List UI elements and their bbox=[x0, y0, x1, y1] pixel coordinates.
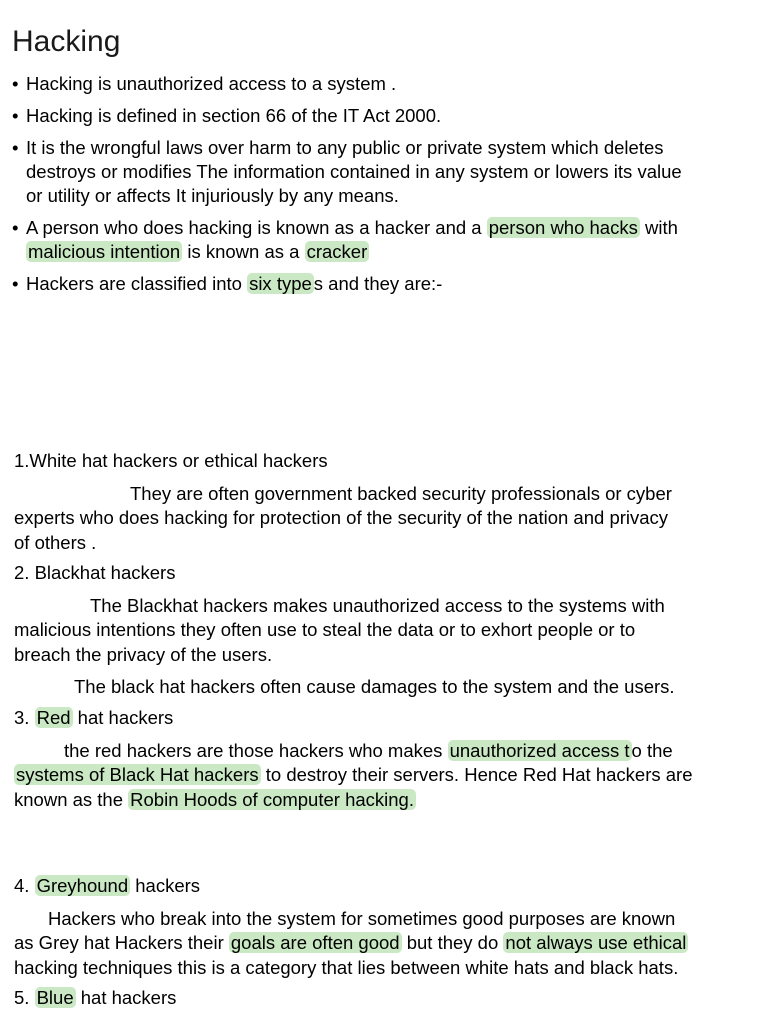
section-heading bbox=[14, 706, 758, 731]
text-segment: breach the privacy of the users. bbox=[14, 643, 273, 665]
text-segment: The Blackhat hackers makes unauthorized access to the systems with bbox=[90, 594, 665, 616]
text-segment: known as the bbox=[14, 788, 129, 810]
bullet-list bbox=[12, 72, 756, 304]
text-segment: Hacking is unauthorized access to a system . bbox=[26, 73, 397, 94]
highlighted-text: Red bbox=[36, 707, 71, 728]
text-segment: experts who does hacking for protection of the security of the nation and privacy bbox=[14, 507, 669, 528]
bullet-item bbox=[12, 272, 756, 296]
text-line bbox=[14, 907, 758, 932]
highlighted-text: Robin Hoods of computer hacking. bbox=[130, 788, 414, 810]
text-segment: 2. Blackhat hackers bbox=[14, 562, 176, 583]
text-line bbox=[14, 788, 758, 813]
bullet-item bbox=[12, 136, 756, 208]
text-line bbox=[14, 739, 758, 764]
highlighted-text: unauthorized access t bbox=[449, 739, 630, 761]
text-segment: hackers bbox=[130, 875, 201, 896]
text-segment: 3. bbox=[14, 707, 35, 728]
text-segment: hacking techniques this is a category that lies between white hats and black hats. bbox=[14, 956, 679, 978]
text-segment: to destroy their servers. Hence Red Hat hackers are bbox=[260, 764, 693, 785]
text-segment: hat hackers bbox=[72, 707, 174, 728]
text-segment: or utility or affects It injuriously by any means. bbox=[26, 185, 399, 206]
text-segment: A person who does hacking is known as a hacker and a bbox=[26, 217, 487, 238]
text-line bbox=[14, 643, 758, 668]
text-segment: of others . bbox=[14, 531, 97, 553]
text-line bbox=[14, 956, 758, 981]
text-line bbox=[14, 482, 758, 507]
text-line bbox=[14, 618, 758, 643]
highlighted-text: malicious intention bbox=[28, 241, 181, 262]
section-heading bbox=[14, 986, 758, 1011]
text-line bbox=[14, 506, 758, 531]
text-segment: It is the wrongful laws over harm to any public or private system which deletes bbox=[26, 137, 664, 158]
text-line bbox=[14, 763, 758, 788]
text-line bbox=[26, 136, 756, 160]
page-title: Hacking bbox=[12, 25, 121, 58]
text-segment: hat hackers bbox=[75, 987, 177, 1008]
section-white-hat bbox=[14, 449, 758, 555]
text-line bbox=[14, 675, 758, 700]
text-segment: The black hat hackers often cause damages to the system and the users. bbox=[74, 676, 675, 697]
text-segment: 5. bbox=[14, 987, 35, 1008]
section-heading bbox=[14, 449, 758, 474]
highlighted-text: Blue bbox=[36, 987, 74, 1008]
highlighted-text: Greyhound bbox=[36, 875, 129, 896]
highlighted-text: person who hacks bbox=[488, 217, 638, 238]
section-heading bbox=[14, 874, 758, 899]
text-line bbox=[26, 104, 756, 128]
text-segment: destroys or modifies The information contained in any system or lowers its value bbox=[26, 161, 682, 182]
highlighted-text: goals are often good bbox=[230, 932, 400, 953]
bullet-item bbox=[12, 216, 756, 264]
text-segment: They are often government backed security professionals or cyber bbox=[130, 482, 672, 504]
highlighted-text: not always use ethical bbox=[505, 932, 687, 953]
paragraph bbox=[14, 594, 758, 668]
text-segment: with bbox=[639, 217, 678, 238]
text-segment: Hacking is defined in section 66 of the IT Act 2000. bbox=[26, 105, 442, 126]
text-line bbox=[26, 184, 756, 208]
highlighted-text: six type bbox=[249, 273, 312, 294]
text-segment: is known as a bbox=[182, 241, 305, 262]
paragraph bbox=[14, 907, 758, 981]
text-line bbox=[26, 160, 756, 184]
text-segment: o the bbox=[631, 739, 673, 761]
text-segment: 4. bbox=[14, 875, 35, 896]
paragraph bbox=[14, 675, 758, 700]
text-segment: Hackers are classified into bbox=[26, 273, 248, 294]
text-line bbox=[14, 931, 758, 956]
bullet-item bbox=[12, 104, 756, 128]
text-line bbox=[26, 272, 756, 296]
section-red-hat bbox=[14, 706, 758, 812]
text-segment: as Grey hat Hackers their bbox=[14, 932, 229, 953]
section-heading bbox=[14, 561, 758, 586]
text-segment: the red hackers are those hackers who makes bbox=[64, 739, 448, 761]
text-line bbox=[26, 240, 756, 264]
text-line bbox=[26, 216, 756, 240]
section-blackhat bbox=[14, 561, 758, 700]
section-blue-hat bbox=[14, 986, 758, 1011]
text-segment: malicious intentions they often use to steal the data or to exhort people or to bbox=[14, 619, 636, 640]
section-greyhound bbox=[14, 874, 758, 980]
paragraph bbox=[14, 739, 758, 813]
bullet-item bbox=[12, 72, 756, 96]
highlighted-text: cracker bbox=[306, 241, 368, 262]
highlighted-text: systems of Black Hat hackers bbox=[16, 764, 259, 785]
text-segment: Hackers who break into the system for sometimes good purposes are known bbox=[48, 907, 676, 929]
text-line bbox=[14, 594, 758, 619]
paragraph bbox=[14, 482, 758, 556]
text-segment: but they do bbox=[401, 932, 504, 953]
text-segment: s and they are:- bbox=[313, 273, 443, 294]
text-line bbox=[14, 531, 758, 556]
text-segment: 1.White hat hackers or ethical hackers bbox=[14, 450, 328, 471]
text-line bbox=[26, 72, 756, 96]
